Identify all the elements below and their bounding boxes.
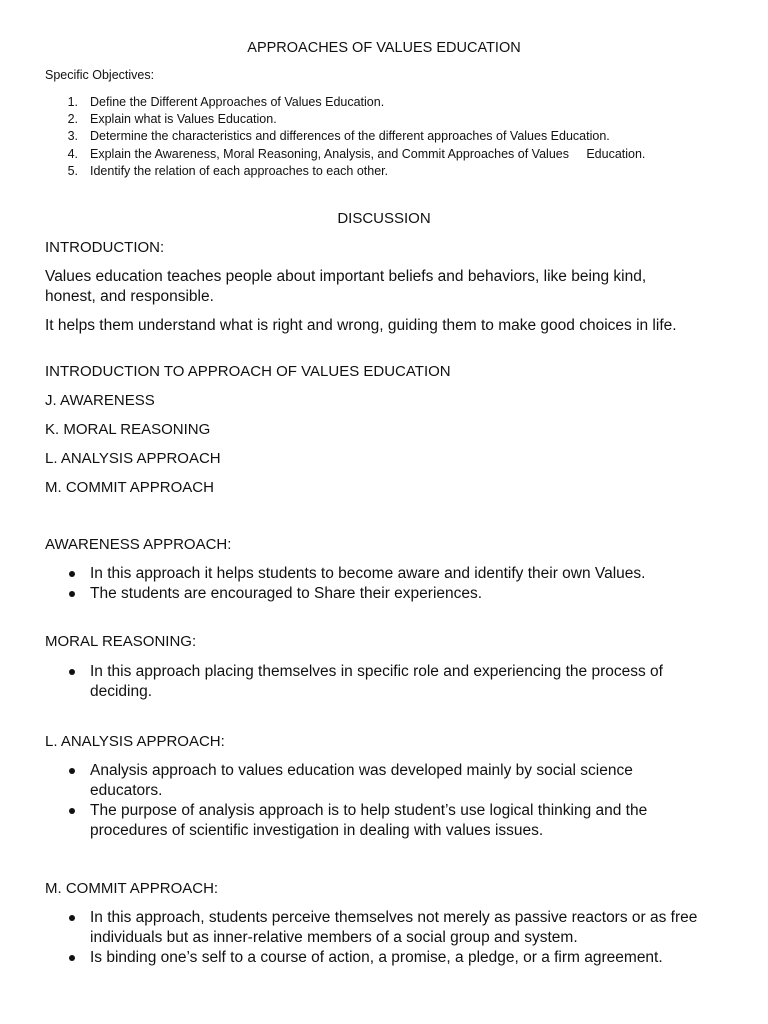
bullet-icon [69, 768, 75, 774]
list-item-text: Identify the relation of each approaches to each other. [90, 164, 389, 178]
moral-reasoning-heading: MORAL REASONING: [45, 633, 197, 650]
list-item-text: Explain what is Values Education. [90, 112, 277, 126]
list-number: 4. [67, 147, 78, 161]
intro-paragraph-line: Values education teaches people about important beliefs and behaviors, like being kind, [45, 268, 647, 285]
list-item-text: Explain the Awareness, Moral Reasoning, Analysis, and Commit Approaches of Values Education. [90, 147, 646, 161]
bullet-text: In this approach it helps students to become aware and identify their own Values. [90, 565, 646, 582]
bullet-icon [69, 808, 75, 814]
list-number: 3. [67, 129, 78, 143]
bullet-text: deciding. [90, 683, 153, 700]
bullet-icon [69, 591, 75, 597]
list-number: 2. [67, 112, 78, 126]
bullet-icon [69, 669, 75, 675]
bullet-text: The purpose of analysis approach is to help student’s use logical thinking and the [90, 802, 648, 819]
bullet-text: educators. [90, 782, 163, 799]
intro-paragraph-line: honest, and responsible. [45, 288, 214, 305]
bullet-text: In this approach placing themselves in specific role and experiencing the process of [90, 663, 663, 680]
intro-paragraph-line: It helps them understand what is right and wrong, guiding them to make good choices in life. [45, 317, 677, 334]
bullet-text: In this approach, students perceive themselves not merely as passive reactors or as free [90, 909, 698, 926]
approach-intro-heading: INTRODUCTION TO APPROACH OF VALUES EDUCATION [45, 363, 451, 380]
bullet-icon [69, 571, 75, 577]
commit-heading: M. COMMIT APPROACH: [45, 880, 219, 897]
bullet-text: procedures of scientific investigation in dealing with values issues. [90, 822, 544, 839]
bullet-text: individuals but as inner-relative members of a social group and system. [90, 929, 578, 946]
document-title: APPROACHES OF VALUES EDUCATION [247, 40, 521, 56]
awareness-heading: AWARENESS APPROACH: [45, 536, 232, 553]
objectives-heading: Specific Objectives: [45, 68, 155, 82]
list-item-text: Define the Different Approaches of Values Education. [90, 95, 385, 109]
introduction-heading: INTRODUCTION: [45, 239, 165, 256]
approach-list-item: K. MORAL REASONING [45, 421, 211, 438]
list-number: 5. [67, 164, 78, 178]
approach-list-item: J. AWARENESS [45, 392, 155, 409]
approach-list-item: M. COMMIT APPROACH [45, 479, 214, 496]
bullet-text: Analysis approach to values education was developed mainly by social science [90, 762, 633, 779]
list-item-text: Determine the characteristics and differences of the different approaches of Values Education. [90, 129, 610, 143]
analysis-heading: L. ANALYSIS APPROACH: [45, 733, 225, 750]
discussion-heading: DISCUSSION [337, 210, 431, 227]
approach-list-item: L. ANALYSIS APPROACH [45, 450, 221, 467]
bullet-text: The students are encouraged to Share their experiences. [90, 585, 483, 602]
list-number: 1. [67, 95, 78, 109]
bullet-text: Is binding one’s self to a course of action, a promise, a pledge, or a firm agreement. [90, 949, 663, 966]
bullet-icon [69, 955, 75, 961]
bullet-icon [69, 915, 75, 921]
